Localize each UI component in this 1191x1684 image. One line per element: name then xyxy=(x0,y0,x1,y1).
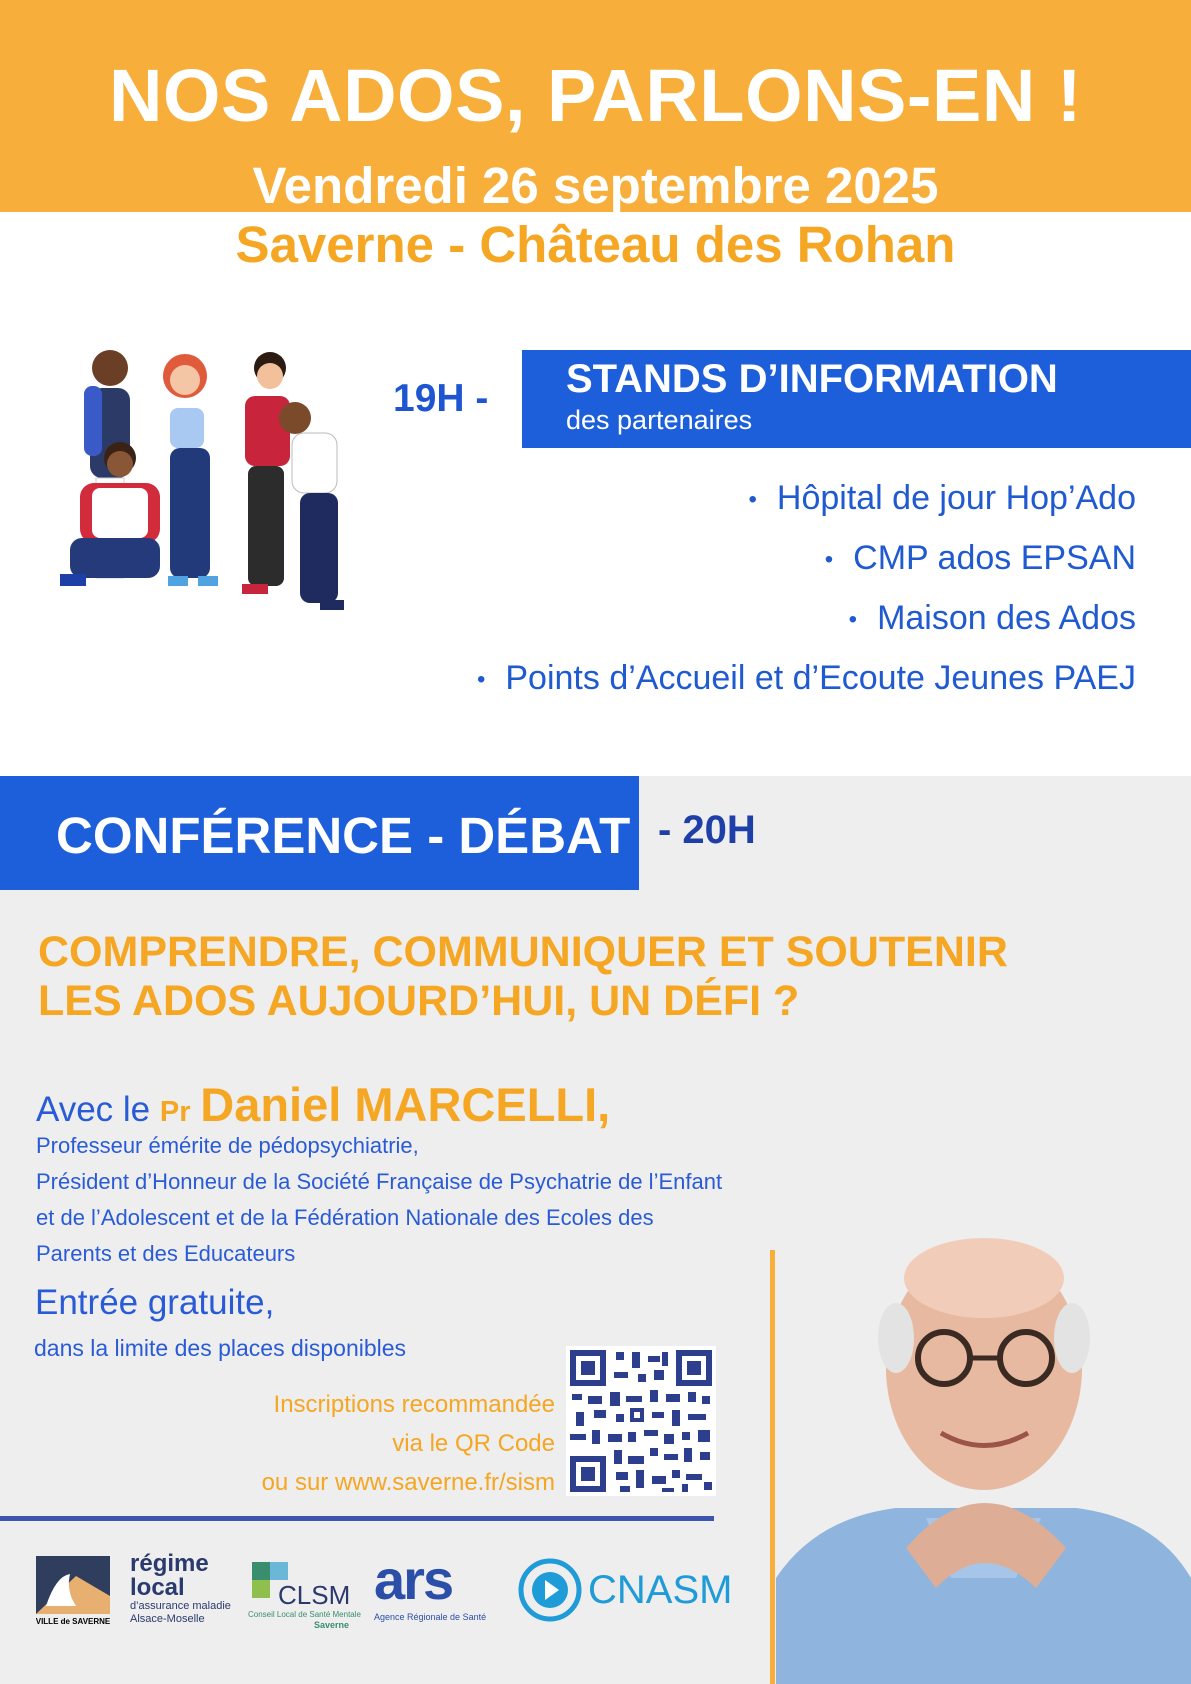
event-date: Vendredi 26 septembre 2025 xyxy=(252,157,939,214)
registration-line: Inscriptions recommandée xyxy=(273,1391,555,1418)
saverne-logo xyxy=(36,1556,110,1626)
entry-free: Entrée gratuite, xyxy=(35,1283,275,1322)
page-title: NOS ADOS, PARLONS-EN ! xyxy=(108,54,1083,137)
event-place: Saverne - Château des Rohan xyxy=(235,216,956,273)
registration-line: via le QR Code xyxy=(392,1430,555,1457)
stands-subtitle: des partenaires xyxy=(566,405,753,435)
entry-limit: dans la limite des places disponibles xyxy=(34,1335,407,1361)
bullet-icon: • xyxy=(824,546,834,574)
stands-title: STANDS D’INFORMATION xyxy=(566,357,1058,401)
conference-time: - 20H xyxy=(658,808,756,852)
speaker-bio-line: et de l’Adolescent et de la Fédération Nationale des Ecoles des xyxy=(36,1205,654,1230)
conference-question-line1: COMPRENDRE, COMMUNIQUER ET SOUTENIR xyxy=(38,928,1008,976)
conference-title: CONFÉRENCE - DÉBAT xyxy=(56,807,631,864)
bullet-icon: • xyxy=(848,606,858,634)
play-circle-icon xyxy=(518,1558,582,1622)
ars-logo: ars Agence Régionale de Santé xyxy=(374,1548,487,1622)
cnasm-logo: CNASM xyxy=(518,1558,748,1628)
speaker-title: Pr xyxy=(159,1096,191,1128)
regime-local-logo: régime local d’assurance maladie Alsace-Moselle xyxy=(130,1550,231,1625)
teenagers-illustration xyxy=(30,338,375,668)
speaker-photo xyxy=(776,1218,1191,1684)
bullet-icon: • xyxy=(748,486,757,514)
speaker-name: Daniel MARCELLI, xyxy=(200,1078,611,1131)
clsm-logo: CLSM Conseil Local de Santé Mentale Saverne xyxy=(248,1558,356,1634)
speaker-prefix: Avec le xyxy=(36,1090,151,1129)
speaker-bio-line: Président d’Honneur de la Société Française de Psychatrie de l’Enfant xyxy=(36,1169,723,1194)
qr-code[interactable] xyxy=(566,1346,716,1496)
speaker-bio-line: Parents et des Educateurs xyxy=(36,1241,296,1266)
bullet-icon: • xyxy=(476,666,486,694)
partner-item: • Maison des Ados xyxy=(849,597,1136,641)
stands-time: 19H - xyxy=(393,377,489,420)
svg-text:VILLE de SAVERNE: VILLE de SAVERNE xyxy=(36,1617,110,1626)
partner-item: • Points d’Accueil et d’Ecoute Jeunes PAEJ xyxy=(477,657,1136,701)
partner-item: • Hôpital de jour Hop’Ado xyxy=(748,477,1136,521)
vertical-accent-line xyxy=(770,1250,775,1684)
speaker-bio-line: Professeur émérite de pédopsychiatrie, xyxy=(36,1133,419,1158)
partner-item: • CMP ados EPSAN xyxy=(825,537,1136,581)
registration-link[interactable]: ou sur www.saverne.fr/sism xyxy=(261,1469,555,1496)
section-divider xyxy=(0,1516,714,1521)
conference-question-line2: LES ADOS AUJOURD’HUI, UN DÉFI ? xyxy=(38,977,800,1025)
